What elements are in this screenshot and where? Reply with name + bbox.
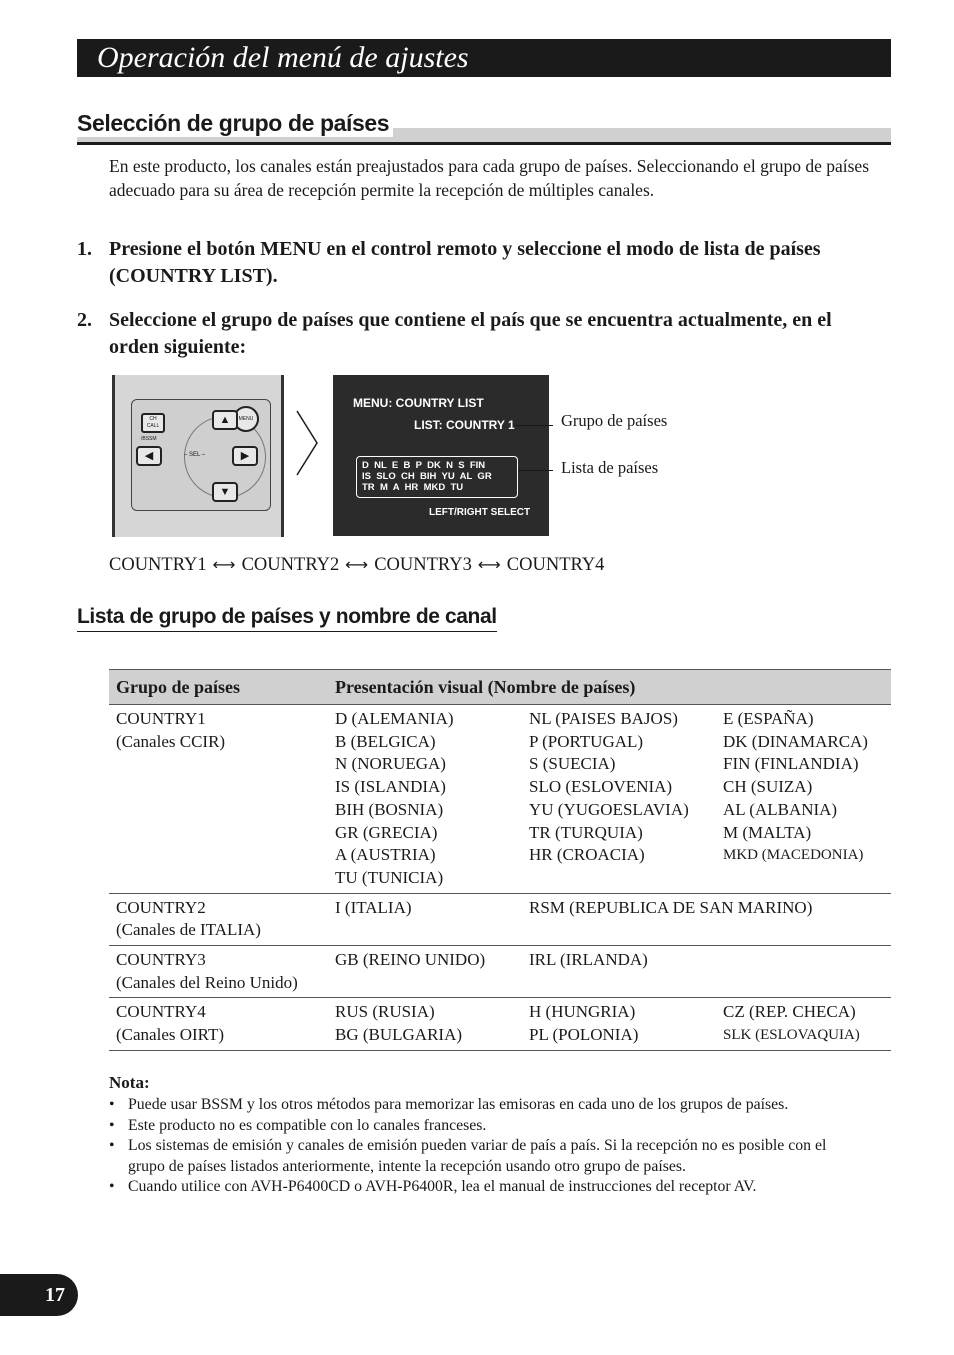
bssm-label: /BSSM	[141, 436, 157, 442]
double-arrow-icon: ⟷	[345, 555, 369, 574]
sequence-item: COUNTRY2	[241, 555, 340, 575]
sel-label: – SEL –	[184, 452, 206, 458]
screen-country-list: D NL E B P DK N S FIN IS SLO CH BIH YU AL GR TR M A HR MKD TU	[356, 456, 518, 498]
left-arrow-icon: ◀	[136, 446, 162, 466]
country-entry: GB (REINO UNIDO)	[335, 950, 486, 970]
country-entry: N (NORUEGA)	[335, 754, 446, 774]
intro-paragraph: En este producto, los canales están preajustados para cada grupo de países. Seleccionando el grupo de países adecuado para su área de recepción permite la recepción de múltiples canales.	[109, 156, 870, 200]
screen-menu-line: MENU: COUNTRY LIST	[353, 396, 484, 410]
country-entry: TU (TUNICIA)	[335, 867, 444, 887]
country-entry: SLO (ESLOVENIA)	[529, 777, 673, 797]
down-arrow-icon: ▼	[212, 482, 238, 502]
group-name: COUNTRY3	[116, 950, 206, 970]
step-text: Presione el botón MENU en el control remoto y seleccione el modo de lista de países (COUNTRY LIST).	[109, 238, 821, 287]
page-number: 17	[0, 1274, 78, 1316]
country-entry: NL (PAISES BAJOS)	[529, 709, 678, 728]
group-cell	[109, 946, 328, 998]
remote-control-illustration	[112, 375, 284, 537]
country-column	[328, 893, 522, 945]
display-screen-illustration	[333, 375, 549, 536]
country-entry: YU (YUGOESLAVIA)	[529, 799, 689, 819]
double-arrow-icon: ⟷	[212, 555, 236, 574]
country-entry: B (BELGICA)	[335, 731, 436, 751]
up-arrow-icon: ▲	[212, 410, 238, 430]
country-entry: GR (GRECIA)	[335, 822, 438, 842]
notes-list	[109, 1095, 849, 1198]
country-entry: I (ITALIA)	[335, 897, 412, 917]
callout-group-label: Grupo de países	[561, 411, 668, 430]
country-column	[522, 893, 891, 945]
note-item: • Los sistemas de emisión y canales de emisión pueden variar de país a país. Si la recepción no es posible con el grupo de países listados anteriormente, intente la recepción usando otro grupo de países.	[109, 1136, 849, 1177]
section-heading	[77, 110, 891, 147]
header-title: Operación del menú de ajustes	[97, 41, 469, 74]
country-entry: A (AUSTRIA)	[335, 845, 436, 865]
note-item: • Puede usar BSSM y los otros métodos para memorizar las emisoras en cada uno de los grupos de países.	[109, 1095, 849, 1116]
table-header-row	[109, 670, 891, 705]
country-entry: SLK (ESLOVAQUIA)	[723, 1027, 860, 1044]
group-name: COUNTRY4	[116, 1002, 206, 1022]
country-column	[328, 705, 522, 894]
right-arrow-icon: ▶	[232, 446, 258, 466]
screen-select-hint: LEFT/RIGHT SELECT	[429, 507, 531, 518]
country-entry: PL (POLONIA)	[529, 1025, 639, 1045]
country-entry: P (PORTUGAL)	[529, 731, 644, 751]
country-entry: FIN (FINLANDIA)	[723, 754, 859, 774]
country-entry: RUS (RUSIA)	[335, 1002, 435, 1022]
country-entry: D (ALEMANIA)	[335, 709, 454, 728]
country-entry: RSM (REPUBLICA DE SAN MARINO)	[529, 897, 813, 917]
table-row	[109, 946, 891, 998]
country-entry: H (HUNGRIA)	[529, 1002, 636, 1022]
country-entry: DK (DINAMARCA)	[723, 731, 868, 751]
country-entry: BG (BULGARIA)	[335, 1025, 463, 1045]
table-header-group: Grupo de países	[109, 670, 328, 705]
country-entry: S (SUECIA)	[529, 754, 616, 774]
step-number: 2.	[77, 309, 92, 331]
table-row	[109, 998, 891, 1050]
country-column	[522, 998, 716, 1050]
country-entry: MKD (MACEDONIA)	[723, 847, 864, 864]
country-column	[328, 946, 522, 998]
callout-list-label: Lista de países	[561, 458, 659, 477]
menu-button: MENU	[233, 406, 259, 432]
country-entry: M (MALTA)	[723, 822, 812, 842]
section-title: Selección de grupo de países	[77, 110, 393, 137]
group-cell	[109, 998, 328, 1050]
callout-line-list	[518, 470, 553, 471]
table-header-display: Presentación visual (Nombre de países)	[328, 670, 891, 705]
sequence-item: COUNTRY4	[506, 555, 605, 575]
note-item: • Este producto no es compatible con lo canales franceses.	[109, 1116, 849, 1137]
country-entry: AL (ALBANIA)	[723, 799, 838, 819]
country-entry: CZ (REP. CHECA)	[723, 1002, 856, 1022]
group-channels: (Canales de ITALIA)	[116, 920, 261, 940]
chevron-right-icon	[296, 410, 318, 476]
country-group-table	[109, 669, 891, 1051]
country-entry: TR (TURQUIA)	[529, 822, 643, 842]
country-column	[522, 946, 891, 998]
table-row	[109, 705, 891, 894]
section-heading-rule	[77, 142, 891, 145]
group-channels: (Canales del Reino Unido)	[116, 972, 298, 992]
country-entry: E (ESPAÑA)	[723, 709, 814, 728]
subsection-title: Lista de grupo de países y nombre de canal	[77, 605, 497, 632]
group-cell	[109, 893, 328, 945]
group-cell	[109, 705, 328, 894]
sequence-item: COUNTRY3	[374, 555, 472, 575]
screen-list-line: LIST: COUNTRY 1	[414, 418, 515, 432]
country-column	[522, 705, 716, 894]
header-bar	[77, 39, 891, 77]
group-name: COUNTRY2	[116, 897, 206, 917]
country-column	[328, 998, 522, 1050]
country-entry: BIH (BOSNIA)	[335, 799, 444, 819]
group-channels: (Canales OIRT)	[116, 1025, 225, 1045]
country-entry: CH (SUIZA)	[723, 777, 813, 797]
table-row	[109, 893, 891, 945]
country-column	[716, 998, 891, 1050]
group-name: COUNTRY1	[116, 709, 206, 728]
double-arrow-icon: ⟷	[477, 555, 501, 574]
callout-line-group	[515, 425, 553, 426]
country-column	[716, 705, 891, 894]
group-channels: (Canales CCIR)	[116, 731, 226, 751]
country-entry: HR (CROACIA)	[529, 845, 645, 865]
country-entry: IRL (IRLANDA)	[529, 950, 648, 970]
remote-button-pad	[131, 399, 271, 511]
notes-title: Nota:	[109, 1073, 150, 1092]
note-item: • Cuando utilice con AVH-P6400CD o AVH-P6400R, lea el manual de instrucciones del receptor AV.	[109, 1177, 849, 1198]
country-sequence	[109, 555, 604, 576]
step-number: 1.	[77, 238, 92, 260]
ch-call-button: CH CALL	[141, 413, 165, 433]
step-text: Seleccione el grupo de países que contiene el país que se encuentra actualmente, en el orden siguiente:	[109, 309, 832, 358]
country-entry: IS (ISLANDIA)	[335, 777, 446, 797]
sequence-item: COUNTRY1	[109, 555, 207, 575]
